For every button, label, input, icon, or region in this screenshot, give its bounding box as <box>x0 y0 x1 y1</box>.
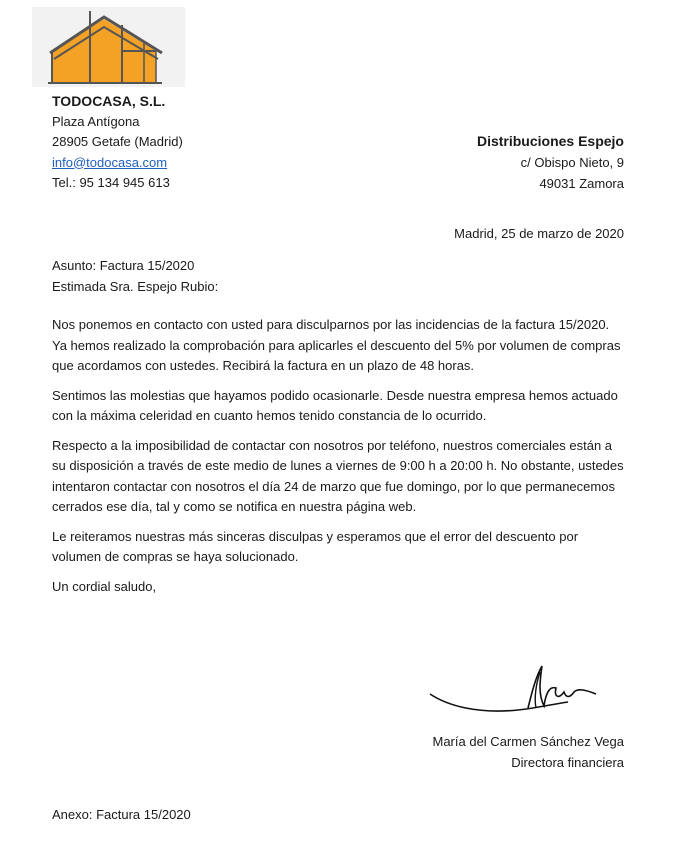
company-phone: Tel.: 95 134 945 613 <box>52 175 170 190</box>
recipient-name: Distribuciones Espejo <box>476 133 624 149</box>
annex-line: Anexo: Factura 15/2020 <box>52 807 191 822</box>
body-paragraph: Le reiteramos nuestras más sinceras disculpas y esperamos que el error del descuento por volumen de compras se haya solucionado. <box>52 528 579 564</box>
subject-block <box>52 256 218 297</box>
company-logo-house-icon <box>32 7 185 87</box>
recipient-city: 49031 Zamora <box>539 175 624 191</box>
company-city: 28905 Getafe (Madrid) <box>52 134 183 149</box>
company-email-link[interactable]: info@todocasa.com <box>52 154 168 170</box>
company-name: TODOCASA, S.L. <box>52 93 166 109</box>
handwritten-signature <box>428 662 604 722</box>
closing-line: Un cordial saludo, <box>52 578 157 594</box>
company-address: Plaza Antígona <box>52 113 140 129</box>
signer-title: Directora financiera <box>511 754 624 770</box>
body-paragraph: Sentimos las molestias que hayamos podido ocasionarle. Desde nuestra empresa hemos actuado con la máxima celeridad en cuanto hemos tenido constancia de lo ocurrido. <box>52 387 618 423</box>
letter-body <box>52 315 624 606</box>
body-paragraph: Respecto a la imposibilidad de contactar con nosotros por teléfono, nuestros comerciales están a su disposición a través de este medio de lunes a viernes de 9:00 h a 20:00 h. No obstante, ustedes intentaron contactar con nosotros el día 24 de marzo que fue domingo, por lo que permanecemos cerrados ese día, tal y como se notifica en nuestra página web. <box>52 437 624 514</box>
greeting-line: Estimada Sra. Espejo Rubio: <box>52 278 219 294</box>
signer-name: María del Carmen Sánchez Vega <box>432 734 624 749</box>
recipient-block <box>477 131 624 194</box>
subject-line: Asunto: Factura 15/2020 <box>52 258 195 273</box>
letter-date: Madrid, 25 de marzo de 2020 <box>454 226 624 241</box>
sender-block <box>52 91 183 194</box>
signer-block <box>433 732 625 773</box>
body-paragraph: Nos ponemos en contacto con usted para disculparnos por las incidencias de la factura 15/2020. Ya hemos realizado la comprobación para aplicarles el descuento del 5% por volumen de compras que acordamos con ustedes. Recibirá la factura en un plazo de 48 horas. <box>52 317 621 373</box>
recipient-street: c/ Obispo Nieto, 9 <box>520 155 624 170</box>
